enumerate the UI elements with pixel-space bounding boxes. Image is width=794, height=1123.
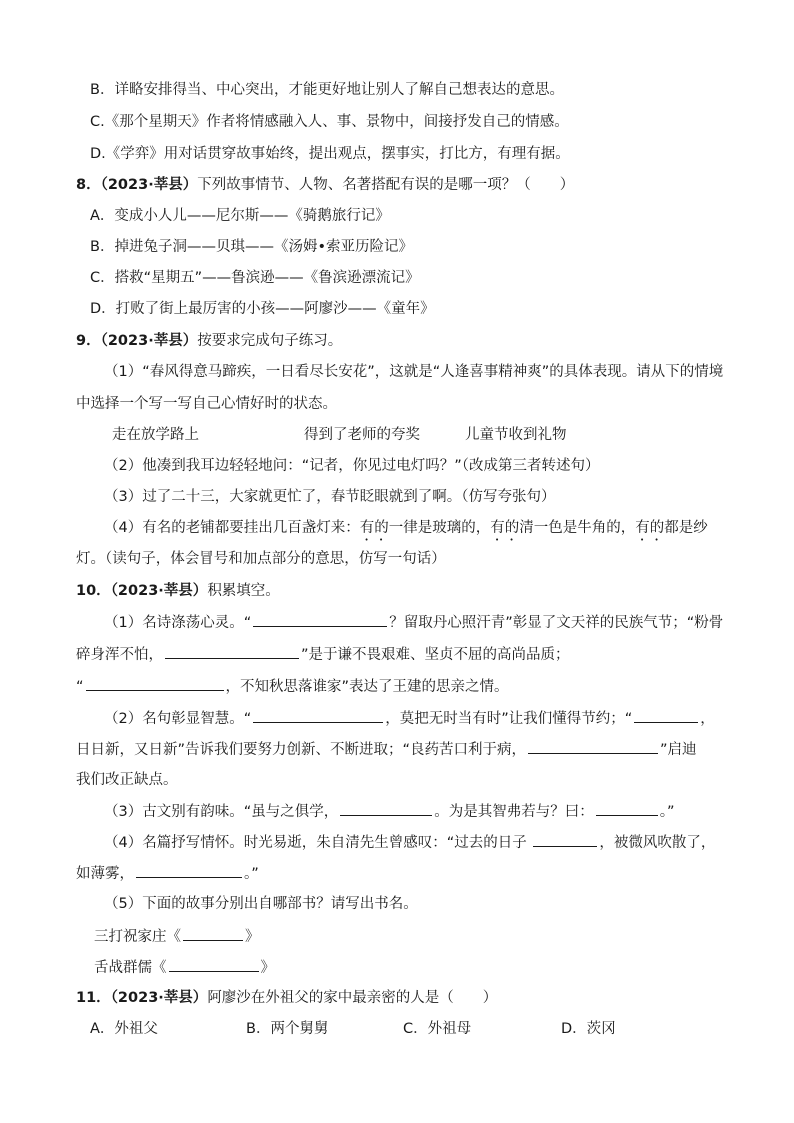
q10-part4-line2 <box>76 863 259 884</box>
q9-number: 9． <box>76 333 101 349</box>
q8-option-b: B．掉进兔子洞——贝琪——《汤姆•索亚历险记》 <box>90 239 413 255</box>
q10-number: 10． <box>76 583 111 599</box>
q10-p2-text-b: ，莫把无时当有时”让我们懂得节约；“ <box>385 711 633 727</box>
q8-stem <box>76 175 574 195</box>
fill-blank[interactable] <box>136 863 242 878</box>
q10-p2-text-c: ， <box>700 711 715 727</box>
q9-part4-line2: 灯。（读句子，体会冒号和加点部分的意思，仿写一句话） <box>76 551 446 567</box>
q8-source: （2023·莘县） <box>100 177 198 193</box>
q10-p4-text-c: 如薄雾， <box>76 866 134 882</box>
q10-p3-text-a: （3）古文别有韵味。“虽与之俱学， <box>104 804 339 820</box>
q10-stem <box>76 581 280 601</box>
q10-part5: （5）下面的故事分别出自哪部书？请写出书名。 <box>104 896 418 912</box>
q10-story1-close: 》 <box>245 929 260 945</box>
q9-scenario-1: 走在放学路上 <box>112 427 199 443</box>
q10-p3-text-c: 。” <box>659 804 675 820</box>
q9-part2: （2）他凑到我耳边轻轻地问：“记者，你见过电灯吗？”（改成第三者转述句） <box>104 458 600 474</box>
q10-part2-line2 <box>76 739 697 760</box>
q9-part3: （3）过了二十三，大家就更忙了，春节眨眼就到了啊。（仿写夸张句） <box>104 489 556 505</box>
q11-number: 11． <box>76 990 111 1006</box>
q9-stem <box>76 331 342 351</box>
q10-p1-text-a: （1）名诗涤荡心灵。“ <box>104 615 252 631</box>
q8-number: 8． <box>76 177 101 193</box>
fill-blank[interactable] <box>253 708 383 723</box>
fill-blank[interactable] <box>253 612 387 627</box>
q10-part1-line2 <box>76 644 570 665</box>
q7-option-c: C.《那个星期天》作者将情感融入人、事、景物中，间接抒发自己的情感。 <box>90 114 569 130</box>
fill-blank[interactable] <box>165 644 299 659</box>
q11-option-d: D．茨冈 <box>561 1021 616 1037</box>
q10-p4-text-a: （4）名篇抒写情怀。时光易逝，朱自清先生曾感叹：“过去的日子 <box>104 835 527 851</box>
q10-story1-text: 三打祝家庄《 <box>94 929 181 945</box>
q11-option-b: B．两个舅舅 <box>246 1021 329 1037</box>
fill-blank[interactable] <box>169 957 259 972</box>
fill-blank[interactable] <box>183 926 243 941</box>
q9-p4-dotted-3: 有的 <box>635 520 665 536</box>
fill-blank[interactable] <box>86 676 224 691</box>
q10-p4-text-d: 。” <box>244 866 259 882</box>
q8-option-a: A．变成小人儿——尼尔斯——《骑鹅旅行记》 <box>90 208 390 224</box>
q11-option-a: A．外祖父 <box>90 1021 158 1037</box>
q9-source: （2023·莘县） <box>100 333 198 349</box>
q10-part3 <box>104 801 675 822</box>
fill-blank[interactable] <box>533 832 597 847</box>
q9-p4-text-a: （4）有名的老铺都要挂出几百盏灯来： <box>104 520 360 536</box>
q10-p3-text-b: 。为是其智弗若与？曰： <box>434 804 594 820</box>
q9-p4-text-c: 清一色是牛角的， <box>519 520 636 536</box>
q9-part4-line1 <box>104 518 708 544</box>
q10-story-2 <box>94 957 275 978</box>
q10-story2-text: 舌战群儒《 <box>94 960 167 976</box>
q10-p1-text-d: ”是于谦不畏艰难、坚贞不屈的高尚品质； <box>301 647 570 663</box>
q9-text: 按要求完成句子练习。 <box>197 333 343 349</box>
q10-part1-line1 <box>104 612 723 633</box>
q9-part1-line1: （1）“春风得意马蹄疾，一日看尽长安花”，这就是“人逢喜事精神爽”的具体表现。请从下的情境 <box>104 364 724 380</box>
q10-p2-text-e: ”启迪 <box>660 742 697 758</box>
q10-p4-text-b: ，被微风吹散了， <box>599 835 716 851</box>
q10-p1-text-b: ？留取丹心照汗青”彰显了文天祥的民族气节；“粉骨 <box>389 615 724 631</box>
q11-text: 阿廖沙在外祖父的家中最亲密的人是（ ） <box>207 990 498 1006</box>
q10-p1-text-e: “ <box>76 679 84 695</box>
q10-text: 积累填空。 <box>207 583 280 599</box>
q8-option-d: D．打败了街上最厉害的小孩——阿廖沙——《童年》 <box>90 301 435 317</box>
fill-blank[interactable] <box>634 708 698 723</box>
q10-story2-close: 》 <box>260 960 275 976</box>
q7-option-b: B．详略安排得当、中心突出，才能更好地让别人了解自己想表达的意思。 <box>90 82 564 98</box>
q7-option-d: D.《学弈》用对话贯穿故事始终，提出观点，摆事实，打比方，有理有据。 <box>90 146 570 162</box>
q9-p4-text-b: 一律是玻璃的， <box>388 520 491 536</box>
q10-p1-text-c: 碎身浑不怕， <box>76 647 163 663</box>
q10-story-1 <box>94 926 260 947</box>
q8-option-c: C．搭救“星期五”——鲁滨逊——《鲁滨逊漂流记》 <box>90 270 420 286</box>
q10-source: （2023·莘县） <box>110 583 208 599</box>
q10-part2-line1 <box>104 708 715 729</box>
q11-stem <box>76 988 497 1008</box>
fill-blank[interactable] <box>340 801 432 816</box>
q10-p2-text-d: 日日新，又日新”告诉我们要努力创新、不断进取；“良药苦口利于病， <box>76 742 527 758</box>
fill-blank[interactable] <box>528 739 658 754</box>
q10-part2-line3: 我们改正缺点。 <box>76 772 178 788</box>
q10-p2-text-a: （2）名句彰显智慧。“ <box>104 711 252 727</box>
fill-blank[interactable] <box>596 801 658 816</box>
q10-p1-text-f: ，不知秋思落谁家”表达了王建的思亲之情。 <box>225 679 509 695</box>
q9-scenario-3: 儿童节收到礼物 <box>465 427 567 443</box>
q8-text: 下列故事情节、人物、名著搭配有误的是哪一项？（ ） <box>197 177 575 193</box>
q9-p4-text-d: 都是纱 <box>664 520 708 536</box>
q10-part4-line1 <box>104 832 715 853</box>
q11-option-c: C．外祖母 <box>403 1021 472 1037</box>
q9-scenario-2: 得到了老师的夸奖 <box>304 427 420 443</box>
q10-part1-line3 <box>76 676 509 697</box>
q9-p4-dotted-2: 有的 <box>490 520 520 536</box>
q9-p4-dotted-1: 有的 <box>359 520 389 536</box>
q9-part1-line2: 中选择一个写一写自己心情好时的状态。 <box>76 396 337 412</box>
q11-source: （2023·莘县） <box>110 990 208 1006</box>
